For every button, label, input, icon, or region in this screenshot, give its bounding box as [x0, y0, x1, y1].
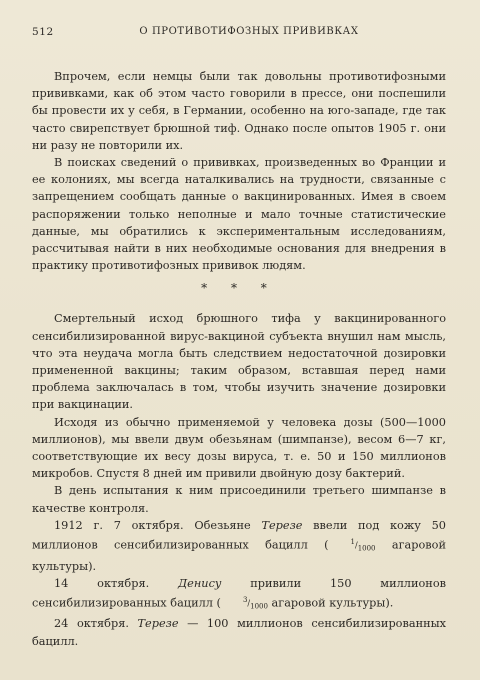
paragraph: Исходя из обычно применяемой у человека дозы (500—1000 миллионов), мы ввели двум обезьянам (шимпанзе), весом 6—7 кг, соответствующие их весу дозы вируса, т. е. 50 и 150 миллионов микробов. Спустя 8 дней им привили двойную дозу бактерий.	[32, 415, 446, 481]
subject-name: Денису	[177, 576, 222, 590]
fraction: $^3/_{1000}$	[242, 595, 268, 611]
fraction-numerator: 3	[242, 595, 248, 604]
paragraph: Смертельный исход брюшного тифа у вакцинированного сенсибилизированной вирус-вакциной субъекта внушил нам мысль, что эта неудача могла быть следствием недостаточной дозировки примененной вакцины; таким образом, вставшая перед нами проблема заключалась в том, чтобы изучить значение дозировки при вакцинации.	[32, 312, 446, 412]
paragraph: В день испытания к ним присоединили третьего шимпанзе в качестве контроля.	[32, 484, 446, 515]
fraction-denominator: 1000	[357, 544, 376, 553]
paragraph: В поисках сведений о прививках, произведенных во Франции и ее колониях, мы всегда наталкивались на трудности, связанные с запрещением сообщать данные о вакцинированных. Имея в своем распоряжении только неполные и мало точные статистические данные, мы обратились к экспериментальным исследованиям, рассчитывая найти в них необходимые основания для внедрения в практику противотифозных прививок людям.	[32, 156, 446, 273]
body-text	[32, 68, 446, 650]
subject-name: Терезе	[137, 617, 179, 631]
paragraph: Впрочем, если немцы были так довольны противотифозными прививками, как об этом часто говорили в прессе, они поспешили бы провести их у себя, в Германии, особенно на юго-западе, где так часто свирепствует брюшной тиф. Однако после опытов 1905 г. они ни разу не повторили их.	[32, 70, 446, 152]
entry-tail: агаровой культуры).	[32, 538, 446, 573]
entry-tail: агаровой культуры).	[267, 596, 394, 610]
entry-text: — 100 миллионов сенсибилизированных бацилл.	[32, 617, 447, 648]
fraction-denominator: 1000	[250, 602, 268, 611]
entry-text: привили 150 миллионов сенсибилизированных бацилл (	[32, 576, 447, 610]
running-title: О ПРОТИВОТИФОЗНЫХ ПРИВИВКАХ	[139, 26, 359, 37]
journal-entry	[32, 575, 446, 616]
journal-entry	[32, 517, 446, 575]
journal-entry	[32, 615, 446, 649]
subject-name: Терезе	[261, 518, 303, 532]
section-divider	[32, 281, 446, 296]
fraction-numerator: 1	[350, 538, 355, 547]
asterism: * * *	[201, 281, 277, 296]
running-head	[32, 26, 446, 42]
entry-date: 14 октября.	[54, 576, 178, 590]
fraction: $^1/_{1000}$	[350, 538, 376, 553]
entry-date: 1912 г. 7 октября. Обезьяне	[54, 518, 262, 532]
entry-date: 24 октября.	[54, 617, 138, 631]
page-number: 512	[32, 26, 54, 38]
entry-text: ввели под кожу 50 миллионов сенсибилизированных бацилл (	[32, 518, 446, 552]
